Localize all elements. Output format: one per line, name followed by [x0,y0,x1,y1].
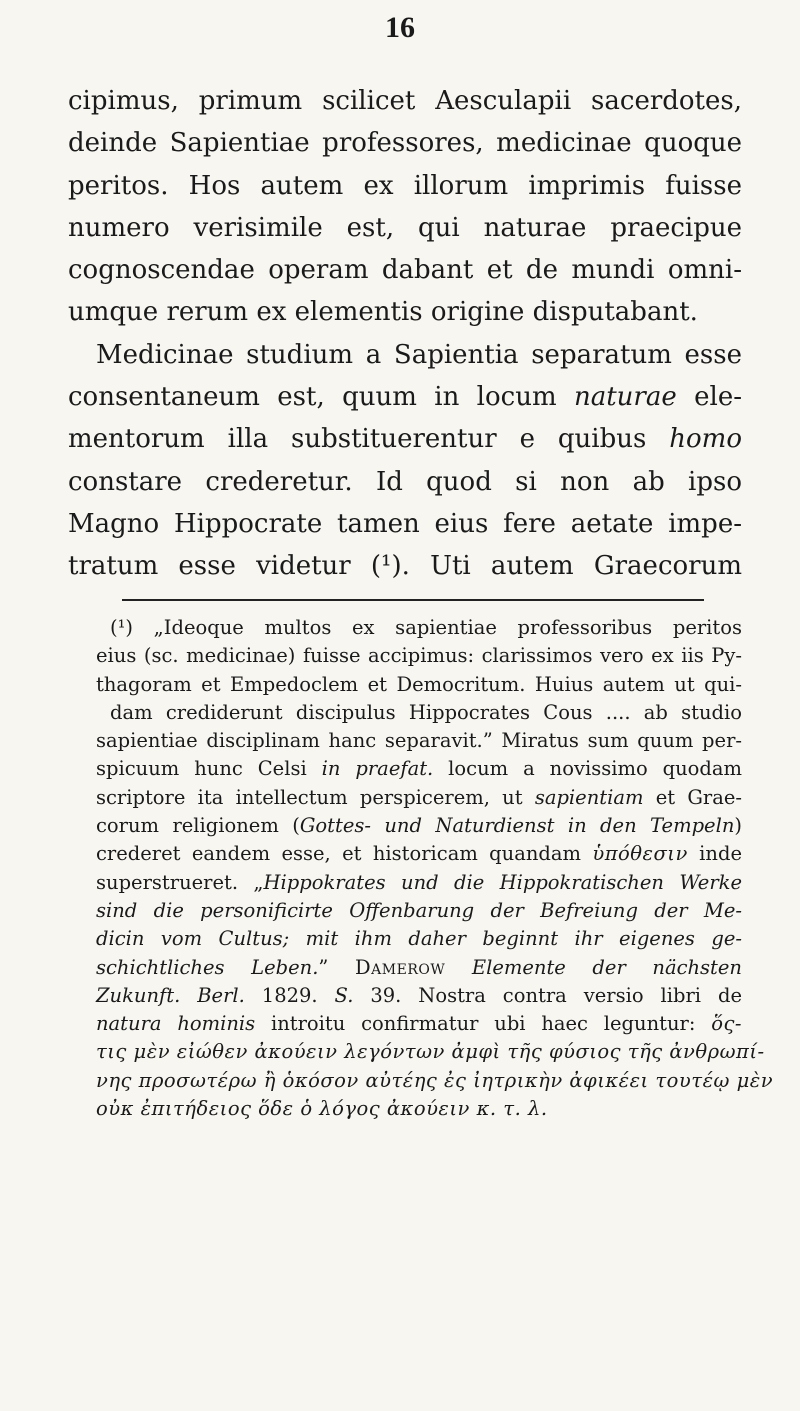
footnote-line [96,954,742,982]
emphasis: dicin vom Cultus; mit ihm daher beginnt ihr eigenes ge- [96,927,742,951]
text-segment: ele- [676,382,742,413]
emphasis: schichtliches Leben. [96,955,319,979]
emphasis: Zukunft. Berl. [96,983,245,1007]
text-line [68,418,742,460]
text-segment: spicuum hunc Celsi [96,757,322,781]
footnote-line: sapientiae disciplinam hanc separavit.” Miratus sum quum per- [96,729,742,753]
text-segment: scriptore ita intellectum perspicerem, ut [96,785,535,809]
main-text [68,80,742,588]
text-line: Magno Hippocrate tamen eius fere aetate impe- [68,508,742,539]
footnote-line: dam crediderunt discipulus Hippocrates Cous .... ab studio [110,700,742,724]
text-segment: ” [318,955,356,979]
text-segment: corum religionem ( [96,814,300,838]
text-segment: ) [734,814,742,838]
greek-word: ὑπόθεσιν [592,842,688,866]
text-line: numero verisimile est, qui naturae praecipue [68,212,742,243]
text-line: deinde Sapientiae professores, medicinae quoque [68,128,742,159]
text-segment: mentorum illa substituerentur e quibus [68,424,670,455]
author-name: Damerow [355,955,446,979]
page-number: 16 [385,11,415,44]
greek-text: ὅς- [711,1012,742,1036]
emphasis-homo: homo [669,424,742,455]
emphasis: natura hominis [96,1012,256,1036]
text-line: umque rerum ex elementis origine disputabant. [68,297,698,328]
emphasis: in praefat. [321,757,434,781]
text-segment: introitu confirmatur ubi haec leguntur: [255,1012,712,1036]
text-segment: inde [687,842,742,866]
emphasis: Elemente der nächsten [445,955,742,979]
text-segment: et Grae- [643,785,742,809]
footnote-line: (¹) „Ideoque multos ex sapientiae professoribus peritos [110,616,742,639]
text-segment: locum a novissimo quodam [433,757,743,781]
emphasis-naturae: naturae [573,382,677,413]
footnote-line: eius (sc. medicinae) fuisse accipimus: clarissimos vero ex iis Py- [96,644,742,668]
footnote [96,614,774,1123]
footnote-line: οὐκ ἐπιτήδειος ὅδε ὁ λόγος ἀκούειν κ. τ. λ. [96,1097,548,1121]
footnote-line [96,925,742,953]
text-segment: consentaneum est, quum in locum [68,382,574,413]
footnote-line: νης προσωτέρω ἢ ὁκόσον αὐτέης ἐς ἰητρικὴν ἀφικέει τουτέῳ μὲν [96,1068,774,1092]
emphasis: Gottes- und Naturdienst in den Tempeln [299,814,735,838]
text-segment: crederet eandem esse, et historicam quandam [96,842,593,866]
emphasis: sind die personificirte Offenbarung der Befreiung der Me- [96,898,742,922]
paragraph-2 [68,334,742,588]
emphasis: Hippokrates und die Hippokratischen Werke [263,870,742,894]
text-line: cipimus, primum scilicet Aesculapii sacerdotes, [68,86,742,116]
footnote-divider [122,599,704,601]
text-segment: 1829. [244,983,335,1007]
text-segment: 39. Nostra contra versio libri de [353,983,742,1007]
text-segment: superstrueret. „ [96,870,264,894]
footnote-line [96,812,742,840]
emphasis: S. [334,983,354,1007]
emphasis: sapientiam [534,785,644,809]
text-line: constare crederetur. Id quod si non ab ipso [68,466,742,497]
footnote-line: thagoram et Empedoclem et Democritum. Huius autem ut qui- [96,672,742,696]
text-line: peritos. Hos autem ex illorum imprimis fuisse [68,170,742,201]
footnote-line [96,840,742,868]
footnote-line: τις μὲν εἰώθεν ἀκούειν λεγόντων ἀμφὶ τῆς φύσιος τῆς ἀνθρωπί- [96,1040,765,1064]
footnote-line [96,784,742,812]
text-line: cognoscendae operam dabant et de mundi omni- [68,255,742,286]
text-line: Medicinae studium a Sapientia separatum esse [96,339,742,370]
paragraph-1 [68,80,742,334]
footnote-line [96,869,742,897]
footnote-line [96,897,742,925]
text-line [68,376,742,418]
footnote-line [96,755,742,783]
footnote-line [96,1010,742,1038]
footnote-line [96,982,742,1010]
text-line: tratum esse videtur (¹). Uti autem Graecorum [68,551,742,582]
